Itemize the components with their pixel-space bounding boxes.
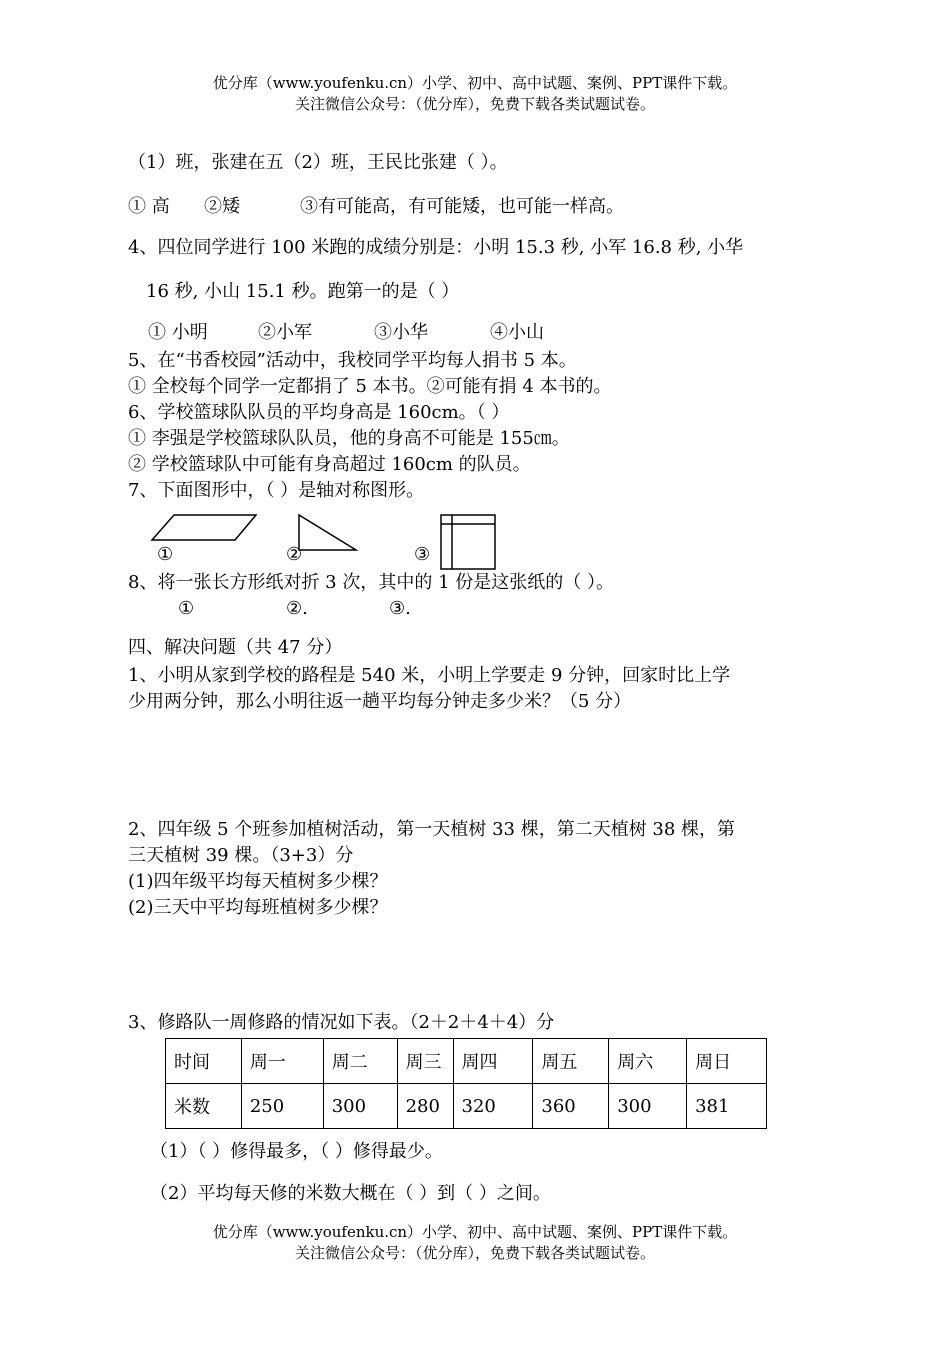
table-cell: 米数 [166, 1084, 242, 1129]
q8-option-1: ① [178, 598, 195, 619]
q5-stem: 5、在“书香校园”活动中，我校同学平均每人捐书 5 本。 [128, 350, 577, 371]
table-cell: 周一 [241, 1039, 323, 1084]
q8-stem: 8、将一张长方形纸对折 3 次，其中的 1 份是这张纸的（ ）。 [128, 572, 614, 593]
q6-stem: 6、学校篮球队队员的平均身高是 160cm。（ ） [128, 402, 510, 423]
q4-stem-line-2: 16 秒, 小山 15.1 秒。跑第一的是（ ） [146, 281, 460, 302]
q4-option-1: ① 小明 [148, 322, 208, 343]
q3-option-3: ③有可能高，有可能矮，也可能一样高。 [300, 196, 624, 217]
q4-option-4: ④小山 [490, 322, 544, 343]
table-cell: 周三 [397, 1039, 453, 1084]
q5-options: ① 全校每个同学一定都捐了 5 本书。②可能有捐 4 本书的。 [128, 376, 612, 397]
q3-continuation: （1）班，张建在五（2）班，王民比张建（ ）。 [128, 152, 508, 173]
footer-line-1: 优分库（www.youfenku.cn）小学、初中、高中试题、案例、PPT课件下载。 [212, 1223, 738, 1241]
q6-option-2: ② 学校篮球队中可能有身高超过 160cm 的队员。 [128, 454, 531, 475]
q7-label-3: ③ [414, 544, 431, 565]
problem-2-sub-1: (1)四年级平均每天植树多少棵？ [128, 871, 388, 892]
table-cell: 300 [609, 1084, 687, 1129]
q8-option-3: ③. [389, 598, 411, 619]
table-cell: 320 [453, 1084, 533, 1129]
q4-stem-line-1: 4、四位同学进行 100 米跑的成绩分别是：小明 15.3 秒, 小军 16.8 秒, 小华 [128, 237, 744, 258]
q3-option-1: ① 高 [128, 196, 170, 217]
right-triangle-shape [299, 515, 356, 550]
q8-option-2: ②. [286, 598, 308, 619]
q7-label-1: ① [157, 544, 174, 565]
q7-label-2: ② [286, 544, 303, 565]
q7-stem: 7、下面图形中，（ ）是轴对称图形。 [128, 480, 425, 501]
table-cell: 381 [687, 1084, 767, 1129]
table-cell: 280 [397, 1084, 453, 1129]
table-cell: 周五 [533, 1039, 609, 1084]
q4-option-2: ②小军 [258, 322, 312, 343]
problem-3-question-1: （1）（ ）修得最多，（ ）修得最少。 [150, 1141, 443, 1162]
problem-3-question-2: （2）平均每天修的米数大概在（ ）到（ ）之间。 [150, 1183, 551, 1204]
table-cell: 周二 [323, 1039, 397, 1084]
square-shape [441, 515, 495, 569]
footer-line-2: 关注微信公众号：（优分库），免费下载各类试题试卷。 [294, 1244, 655, 1262]
problem-2-line-2: 三天植树 39 棵。（3+3）分 [128, 845, 354, 866]
table-header-row [166, 1039, 767, 1084]
problem-1-line-1: 1、小明从家到学校的路程是 540 米，小明上学要走 9 分钟，回家时比上学 [128, 665, 731, 686]
table-cell: 300 [323, 1084, 397, 1129]
section-4-title: 四、解决问题（共 47 分） [128, 637, 343, 658]
problem-3-stem: 3、修路队一周修路的情况如下表。（2＋2＋4＋4）分 [128, 1012, 555, 1033]
table-cell: 周日 [687, 1039, 767, 1084]
problem-2-line-1: 2、四年级 5 个班参加植树活动，第一天植树 33 棵，第二天植树 38 棵，第 [128, 819, 736, 840]
table-data-row [166, 1084, 767, 1129]
table-cell: 周六 [609, 1039, 687, 1084]
table-cell: 时间 [166, 1039, 242, 1084]
q3-option-2: ②矮 [204, 196, 240, 217]
parallelogram-shape [152, 515, 256, 540]
table-cell: 250 [241, 1084, 323, 1129]
header-line-2: 关注微信公众号：（优分库），免费下载各类试题试卷。 [294, 95, 655, 113]
road-repair-table [165, 1038, 767, 1129]
table-cell: 周四 [453, 1039, 533, 1084]
table-cell: 360 [533, 1084, 609, 1129]
problem-2-sub-2: (2)三天中平均每班植树多少棵？ [128, 897, 388, 918]
header-line-1: 优分库（www.youfenku.cn）小学、初中、高中试题、案例、PPT课件下载。 [212, 74, 738, 92]
q6-option-1: ① 李强是学校篮球队队员，他的身高不可能是 155㎝。 [128, 428, 570, 449]
problem-1-line-2: 少用两分钟，那么小明往返一趟平均每分钟走多少米？（5 分） [128, 691, 632, 712]
q4-option-3: ③小华 [374, 322, 428, 343]
